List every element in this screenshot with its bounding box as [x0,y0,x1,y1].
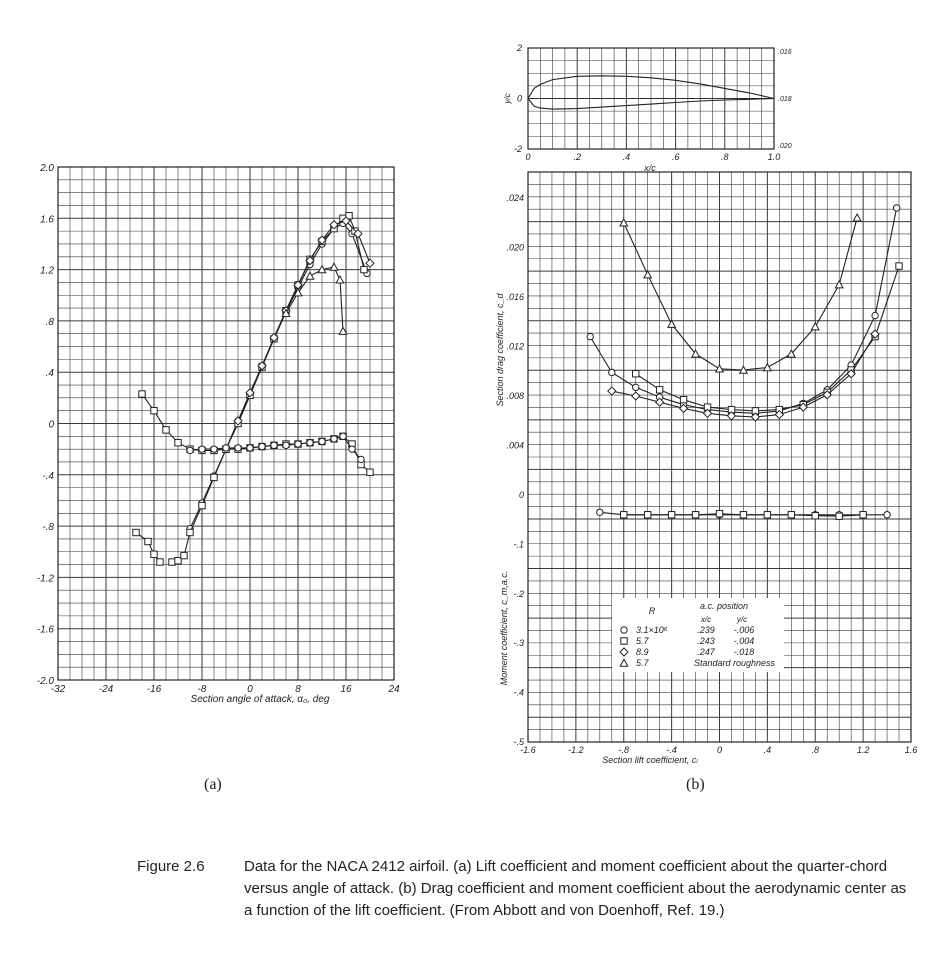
panel-b-xtick-label: -1.6 [520,745,536,755]
panel-a-series-line [286,267,343,331]
panel-a-ytick-label: -1.6 [36,624,54,636]
panel-a-data-point [271,442,277,448]
panel-a-data-point [187,529,193,535]
panel-a-data-point [175,440,181,446]
panel-b-moment-ytick-label: -.4 [513,687,524,698]
panel-a-data-point [358,456,364,462]
legend-header-ac: a.c. position [699,601,749,611]
panel-b-moment-ytick-label: -.2 [513,588,524,599]
panel-b-drag-point [835,281,843,288]
panel-a-ytick-label: 1.2 [40,265,54,277]
panel-a-xtick-label: -8 [197,684,207,695]
panel-b-drag-point [633,371,639,377]
panel-a-data-point [151,407,157,413]
panel-a-xlabel: Section angle of attack, α₀, deg [190,694,330,705]
caption-label: Figure 2.6 [137,858,205,875]
panel-b-drag-ytick-label: .004 [506,440,524,451]
legend-marker [621,638,627,644]
panel-a-xtick-label: 8 [295,684,301,695]
panel-b-xtick-label: .4 [763,745,772,755]
panel-a-data-point [163,427,169,433]
panel-b-moment-point [764,512,770,518]
inset-ytick-label: 0 [516,93,522,104]
panel-b-xtick-label: .8 [811,745,820,755]
panel-a-data-point [295,441,301,447]
legend-xc-value: .247 [697,647,715,657]
inset-ylabel: y/c [503,93,512,104]
panel-a-data-point [247,445,253,451]
panel-a-data-point [211,474,217,480]
panel-a-ytick-label: -.8 [42,522,54,534]
panel-b-xlabel: Section lift coefficient, cₗ [602,755,698,765]
legend-r-value: 8.9 [636,647,649,657]
panel-b-moment-point [812,513,818,519]
panel-b-moment-ytick-label: -.1 [513,539,524,550]
panel-a-xtick-label: 16 [340,684,352,695]
panel-a-data-point [133,529,139,535]
panel-b-drag-point [587,333,593,339]
panel-b-drag-ytick-label: .012 [506,341,524,352]
panel-b-drag-point [893,205,899,211]
panel-b-xtick-label: 1.2 [856,745,870,755]
panel-b-moment-point [644,512,650,518]
panel-b-xtick-label: -1.2 [568,745,584,755]
panel-a-data-point [330,263,338,270]
panel-a-series-line [142,394,370,472]
panel-b-moment-point [740,512,746,518]
panel-a-data-point [283,442,289,448]
panel-b-drag-ytick-label: .020 [506,242,524,253]
panel-b-drag-point [872,312,878,318]
panel-b-moment-ytick-label: -.3 [513,638,524,649]
panel-a-data-point [336,276,344,283]
legend-r-value: 5.7 [636,658,649,668]
panel-a-data-point [307,440,313,446]
inset-right-tick-label: .018 [778,96,792,103]
panel-b-drag-ytick-label: .024 [506,193,524,203]
panel-b-drag-ytick-label: .016 [506,292,524,302]
panel-b-drag-point [896,263,902,269]
panel-b-drag-point [853,214,861,221]
panel-b-drag-point [644,271,652,278]
panel-a-data-point [319,438,325,444]
panel-a-data-point [151,551,157,557]
panel-b-xtick-label: -.4 [666,745,677,755]
panel-b-moment-point [621,512,627,518]
panel-a-ytick-label: -.4 [42,470,54,482]
panel-a-data-point [211,446,217,452]
panel-b-moment-ytick-label: 0 [518,490,524,500]
legend-yc-value: -.006 [733,625,755,635]
legend-yc-value: -.018 [733,647,755,657]
panel-a-data-point [306,272,314,279]
panel-a-data-point [157,559,163,565]
panel-b-drag-point [608,387,616,395]
panel-a-data-point [259,443,265,449]
panel-a-xtick-label: -16 [146,684,162,695]
panel-a-data-point [187,447,193,453]
panel-b-drag-point [656,387,662,393]
legend-yc-value: -.004 [733,636,755,646]
inset-xlabel: x/c [644,163,656,173]
legend-r-value: 3.1×10⁶ [636,625,668,635]
panel-a-grid [58,167,394,680]
inset-xtick-label: .2 [573,152,581,162]
panel-a-data-point [139,391,145,397]
panel-a-data-point [169,559,175,565]
inset-xtick-label: 0 [525,152,531,162]
legend-note: Standard roughness [694,658,776,668]
panel-b-drag-line [624,218,857,370]
panel-b-drag-ylabel: Section drag coefficient, c_d [495,293,505,407]
panel-a-xtick-label: -24 [98,684,114,695]
panel-a-data-point [235,445,241,451]
panel-a-ytick-label: 2.0 [40,163,54,174]
legend-header-r: R [648,606,656,616]
legend-header-yc: y/c [736,615,748,624]
panel-b-moment-point [836,513,842,519]
inset-xtick-label: 1.0 [767,152,781,162]
panel-a-data-point [223,445,229,451]
panel-b-drag-point [811,323,819,330]
panel-b-moment-point [860,512,866,518]
legend-xc-value: .243 [697,636,715,646]
panel-a-data-point [145,538,151,544]
panel-b-label: (b) [686,776,705,793]
inset-xtick-label: .6 [671,152,680,162]
panel-b-xtick-label: 1.6 [904,745,918,755]
panel-a-ytick-label: 0 [48,419,54,431]
inset-xtick-label: .8 [721,152,729,162]
inset-right-tick-label: .016 [778,49,792,56]
panel-b-moment-ytick-label: -.5 [513,737,524,747]
panel-a-data-point [175,558,181,564]
legend-marker [621,627,627,633]
panel-a-data-point [340,433,346,439]
panel-a-data-point [181,552,187,558]
panel-b-drag-point [668,320,676,327]
panel-b-moment-point [668,512,674,518]
panel-a-data-point [331,436,337,442]
panel-b-xtick-label: -.8 [618,745,630,755]
panel-b-moment-point [716,511,722,517]
panel-b-moment-point [788,512,794,518]
panel-b-drag-point [632,392,640,400]
panel-b-moment-point [884,512,890,518]
inset-xtick-label: .4 [622,152,631,162]
panel-b-moment-point [597,509,603,515]
inset-ytick-label: -2 [513,144,522,154]
panel-a-data-point [199,502,205,508]
panel-a-data-point [367,469,373,475]
panel-a-xtick-label: 24 [388,684,400,695]
panel-a-ytick-label: 1.6 [40,214,54,226]
panel-b-drag-ytick-label: .008 [506,391,524,401]
panel-a-ytick-label: -2.0 [36,676,54,687]
panel-a-data-point [199,446,205,452]
panel-a-xtick-label: -32 [50,684,66,695]
panel-a-xtick-label: 0 [247,684,253,695]
panel-b-drag-point [620,219,628,226]
panel-a-ytick-label: -1.2 [36,573,54,585]
panel-a-data-point [361,266,367,272]
legend-r-value: 5.7 [636,636,649,646]
panel-a-label: (a) [204,776,222,793]
inset-right-tick-label: .020 [778,143,792,150]
legend-header-xc: x/c [700,615,712,624]
panel-b-moment-ylabel: Moment coefficient, c_m,a.c. [499,570,509,686]
panel-b-moment-point [692,512,698,518]
inset-ytick-label: 2 [516,43,522,53]
caption-text: Data for the NACA 2412 airfoil. (a) Lift coefficient and moment coefficient about the quarter-chord versus angle of attack. (b) Drag coefficient and moment coefficient about the aerodynamic center as a function of the lift coefficient. (From Abbott and von Doenhoff, Ref. 19.) [244,858,907,919]
panel-a-data-point [349,446,355,452]
panel-b-drag-point [609,369,615,375]
panel-a-ytick-label: .4 [45,368,54,380]
panel-a-ytick-label: .8 [45,316,54,328]
legend-xc-value: .239 [697,625,715,635]
panel-b-drag-point [633,384,639,390]
panel-b-drag-point [680,397,686,403]
panel-b-xtick-label: 0 [716,745,723,755]
